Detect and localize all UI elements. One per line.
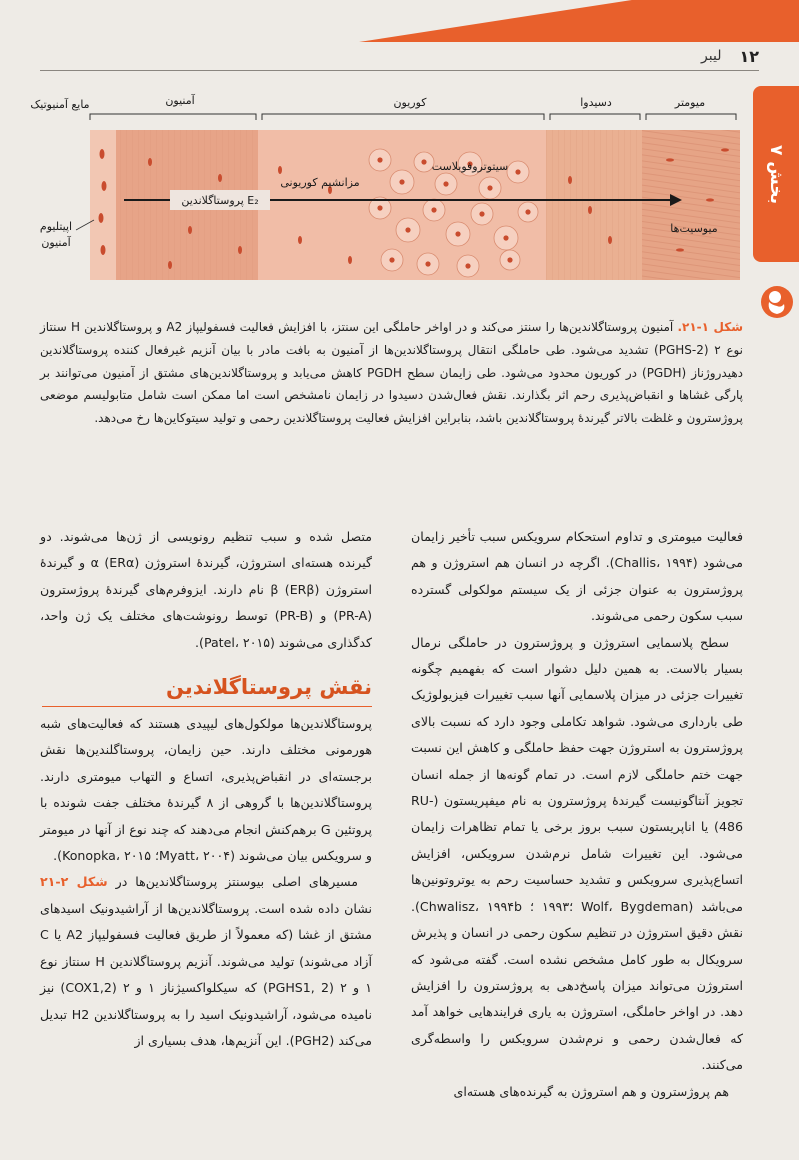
right-paragraph-3: هم پروژسترون و هم استروژن به گیرنده‌های هسته‌ای <box>453 1083 729 1099</box>
chapter-tab <box>753 86 799 262</box>
label-chorionic-mesenchyme: مزانشیم کوریونی <box>280 176 360 189</box>
placenta-membranes-figure <box>30 90 740 300</box>
caption-label: شکل ۱-۲۱. <box>677 320 744 334</box>
figure-reference-link[interactable]: شکل ۲-۲۱ <box>40 874 108 890</box>
right-column <box>411 524 743 1105</box>
left-paragraph-2-rest: نشان داده شده است. پروستاگلاندین‌ها از آراشیدونیک اسیدهای مشتق از غشا (که معمولاً از طریق فعالیت فسفولیپاز A2 یا C آزاد می‌شوند) تولید می‌شوند. آنزیم پروستاگلاندین H سنتاز نوع ۱ و ۲ (PGHS1, 2) که سیکلواکسیژناز ۱ و ۲ (COX1,2) نیز نامیده می‌شود، آراشیدونیک اسید را به پروستاگلاندین H2 تبدیل می‌کند (PGH2). این آنزیم‌ها، هدف بسیاری از <box>40 900 373 1048</box>
myometrium-layer-texture <box>642 130 740 280</box>
section-title: نقش پروستاگلاندین <box>42 672 372 707</box>
right-paragraph-2: سطح پلاسمایی استروژن و پروژسترون در حاملگی نرمال بسیار بالاست. به همین دلیل دشوار است که بفهمیم چگونه تغییرات جزئی در میزان پلاسمایی آنها سبب تغییرات فیزیولوژیک طی بارداری می‌شود. شواهد تکاملی وجود دارد که نسبت بالای پروژسترون به استروژن جهت حفظ حاملگی و کاهش این نسبت جهت ختم حاملگی لازم است. در تمام گونه‌ها از جمله انسان تجویز آنتاگونیست گیرندهٔ پروژسترون به نام میفپریستون (RU-486) یا اناپریستون سبب بروز برخی یا تمام تظاهرات زایمان می‌شود. این تغییرات شامل نرم‌شدن سرویکس، افزایش اتساع‌پذیری سرویکس و تشدید حساسیت رحم به یوتروتونین‌ها می‌باشد (Wolf، Bygdeman ؛۱۹۹۳ ؛ Chwalisz، ۱۹۹۴b). نقش دقیق استروژن در تنظیم سکون رحمی در انسان و پذیرش سرویکال به طور کامل مشخص نشده است. گفته می‌شود که استروژن می‌تواند میزان پاسخ‌دهی به پروژسترون را افزایش دهد. در اواخر حاملگی، استروژن به یاری فرایندهایی خواهد آمد که فعال‌شدن رحمی و نرم‌شدن سرویکس را واسطه‌گری می‌کنند. <box>411 634 743 1073</box>
corner-decoration <box>359 0 799 42</box>
label-myometrium: میومتر <box>674 96 706 109</box>
running-title: لیبر <box>701 48 722 64</box>
left-paragraph-1: پروستاگلاندین‌ها مولکول‌های لیپیدی هستند که فعالیت‌های شبه هورمونی مختلف دارند. حین زایمان، پروستاگلندین‌ها نقش برجسته‌ای در انقباض‌پذیری، اتساع و التهاب میومتری دارند. پروستاگلاندین‌ها با گروهی از ۸ گیرندهٔ مختلف جفت شونده با پروتئین G برهم‌کنش انجام می‌دهند که چند نوع از آنها در میومتر و سرویکس بیان می‌شوند (Myatt، ۲۰۰۴؛ Konopka، ۲۰۱۵). <box>40 716 372 864</box>
label-epithelium-line1: اپیتلیوم <box>39 220 73 233</box>
chapter-tab-label: بخش ۷ <box>766 144 786 204</box>
left-column <box>40 524 372 1054</box>
fetus-icon <box>759 282 795 322</box>
layer-brackets <box>90 114 736 120</box>
label-epithelium-line2: آمنیون <box>41 236 71 249</box>
left-paragraph-2-start: مسیرهای اصلی بیوسنتز پروستاگلاندین‌ها در <box>107 874 358 890</box>
left-intro-paragraph: متصل شده و سبب تنظیم رونویسی از ژن‌ها می‌شوند. دو گیرنده هسته‌ای استروژن، گیرندهٔ استروژن α (ERα) و گیرندهٔ استروژن β (ERβ) نام دارند. ایزوفرم‌های گیرندهٔ پروژسترون (PR-A) و (PR-B) توسط رونوشت‌های مختلف یک ژن واحد، کدگذاری می‌شوند (Patel، ۲۰۱۵). <box>40 529 372 650</box>
caption-text: آمنیون پروستاگلاندین‌ها را سنتز می‌کند و در اواخر حاملگی این سنتز، با افزایش فعالیت فسفولیپاز A2 و پروستاگلاندین H سنتاز نوع ۲ (PGHS-2) تشدید می‌شود. طی حاملگی انتقال پروستاگلاندین‌ها از آمنیون به بافت مادر با بیان آنزیم غیرفعال کننده پروستاگلاندین دهیدروژناز (PGDH) در کوریون محدود می‌شود. طی زایمان سطح PGDH کاهش می‌یابد و پروستاگلاندین‌های مشتق از آمنیون می‌توانند بر پارگی غشاها و انقباض‌پذیری رحم اثر بگذارند. نقش فعال‌شدن دسیدوا در زایمان نامشخص است اما ممکن است شامل متابولیسم موضعی پروژسترون و غلظت بالاتر گیرندهٔ پروستاگلاندین باشد، بنابراین افزایش فعالیت پروستاگلاندین رحمی و تولید سیتوکاین‌ها رخ می‌دهد. <box>40 320 744 426</box>
page-header <box>40 44 759 68</box>
decidua-layer-texture <box>546 130 642 280</box>
label-amniotic-fluid: مایع آمنیوتیک <box>30 98 90 111</box>
label-myocytes: میوسیت‌ها <box>670 222 718 235</box>
label-decidua: دسیدوا <box>580 96 612 109</box>
figure-caption <box>40 316 743 430</box>
right-paragraph-1: فعالیت میومتری و تداوم استحکام سرویکس سبب تأخیر زایمان می‌شود (Challis، ۱۹۹۴). اگرچه در انسان هم استروژن و هم پروژسترون به عنوان جزئی از یک سیستم مولکولی گسترده سبب سکون رحمی می‌شوند. <box>411 529 743 624</box>
header-divider <box>40 70 759 71</box>
label-cytotrophoblast: سیتوتروفوبلاست <box>431 160 509 173</box>
left-paragraph-2 <box>40 869 372 1054</box>
page-number: ۱۲ <box>739 46 759 66</box>
label-chorion: کوریون <box>393 96 427 109</box>
label-amnion: آمنیون <box>165 94 195 107</box>
label-prostaglandin-e2: پروستاگلاندین E₂ <box>181 194 259 207</box>
